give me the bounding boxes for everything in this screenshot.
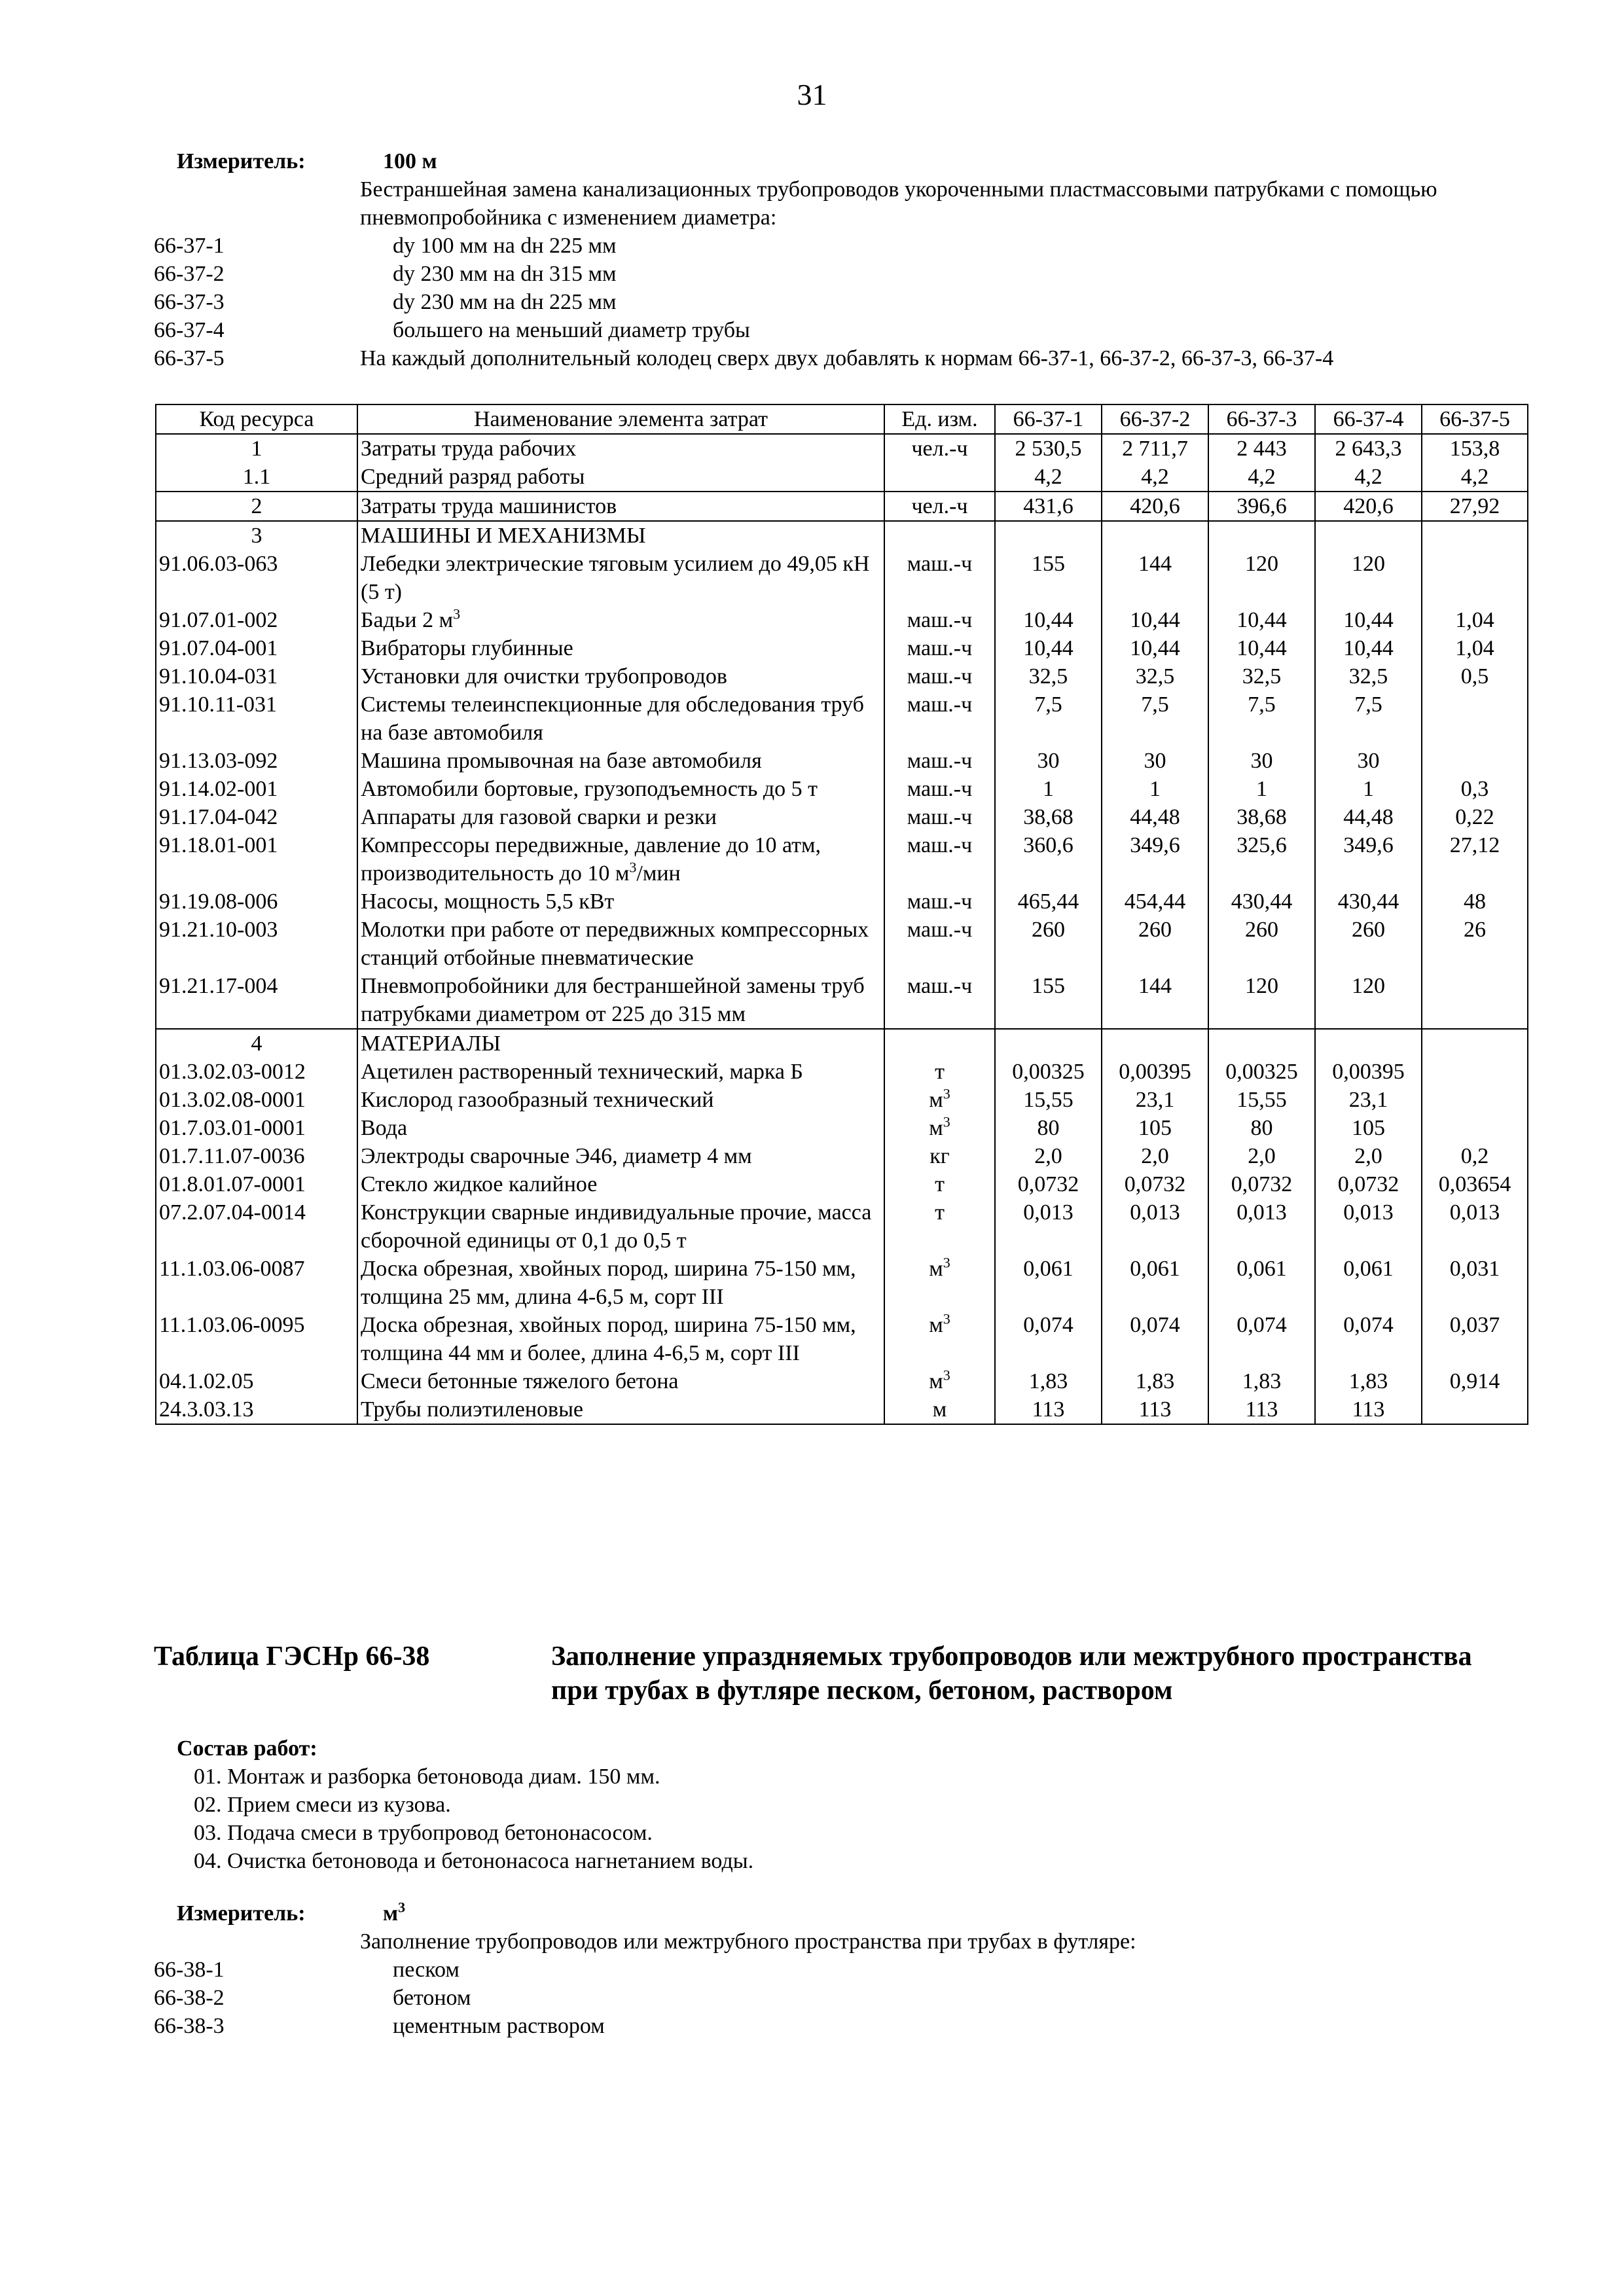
cell-value (1422, 550, 1528, 606)
cell-unit: маш.-ч (884, 972, 995, 1029)
table-row (156, 775, 1528, 803)
cell-value: 0,013 (1315, 1198, 1422, 1255)
cell-value: 23,1 (1315, 1086, 1422, 1114)
cell-value: 0,00395 (1315, 1058, 1422, 1086)
norm-text: На каждый дополнительный колодец сверх двух добавлять к нормам 66-37-1, 66-37-2, 66-37-3, 66-37-4 (360, 346, 1334, 370)
cell-value: 32,5 (1315, 662, 1422, 691)
composition-step: 01. Монтаж и разборка бетоновода диам. 150 мм. (194, 1765, 660, 1789)
measure-description: Заполнение трубопроводов или межтрубного пространства при трубах в футляре: (360, 1929, 1136, 1954)
resource-table (155, 404, 1528, 1425)
cell-unit: т (884, 1058, 995, 1086)
cell-name: Средний разряд работы (357, 463, 884, 492)
cell-code: 91.13.03-092 (156, 747, 357, 775)
cell-unit: маш.-ч (884, 691, 995, 747)
measure-description: Бестраншейная замена канализационных трубопроводов укороченными пластмассовыми патрубками с помощью пневмопробойника с изменением диаметра: (360, 177, 1437, 230)
cell-value: 113 (1208, 1395, 1315, 1424)
table-row (156, 1114, 1528, 1142)
cell-value: 30 (1315, 747, 1422, 775)
cell-value (1422, 1058, 1528, 1086)
cell-name: Трубы полиэтиленовые (357, 1395, 884, 1424)
cell-value (995, 521, 1102, 550)
cell-code: 91.10.04-031 (156, 662, 357, 691)
composition-step: 02. Прием смеси из кузова. (194, 1793, 451, 1817)
cell-value (1422, 1114, 1528, 1142)
norm-text: бетоном (393, 1986, 471, 2010)
cell-value (1422, 1395, 1528, 1424)
cell-value: 120 (1208, 972, 1315, 1029)
cell-value: 420,6 (1315, 492, 1422, 521)
table-row (156, 492, 1528, 521)
table-row (156, 1170, 1528, 1198)
cell-value: 1,83 (1315, 1367, 1422, 1395)
cell-unit: т (884, 1170, 995, 1198)
col-header: 66-37-1 (995, 404, 1102, 434)
cell-value: 0,03654 (1422, 1170, 1528, 1198)
cell-code: 91.17.04-042 (156, 803, 357, 831)
cell-unit: маш.-ч (884, 916, 995, 972)
cell-value: 105 (1102, 1114, 1208, 1142)
cell-value: 1 (1208, 775, 1315, 803)
cell-value (1422, 972, 1528, 1029)
cell-value: 30 (1102, 747, 1208, 775)
cell-value: 4,2 (1315, 463, 1422, 492)
cell-name: Кислород газообразный технический (357, 1086, 884, 1114)
cell-value: 10,44 (1315, 606, 1422, 634)
cell-value: 80 (995, 1114, 1102, 1142)
cell-value: 0,013 (1422, 1198, 1528, 1255)
col-header: 66-37-2 (1102, 404, 1208, 434)
cell-value: 32,5 (1208, 662, 1315, 691)
cell-value: 260 (1102, 916, 1208, 972)
cell-unit: маш.-ч (884, 831, 995, 888)
cell-name: Ацетилен растворенный технический, марка Б (357, 1058, 884, 1086)
norm-code: 66-37-5 (154, 346, 225, 370)
cell-value: 260 (995, 916, 1102, 972)
norm-text: dy 230 мм на dн 315 мм (393, 262, 617, 286)
cell-code: 01.8.01.07-0001 (156, 1170, 357, 1198)
cell-unit: маш.-ч (884, 662, 995, 691)
cell-value: 113 (1315, 1395, 1422, 1424)
cell-value: 0,013 (995, 1198, 1102, 1255)
cell-value: 23,1 (1102, 1086, 1208, 1114)
norm-text: цементным раствором (393, 2014, 605, 2038)
cell-value: 10,44 (995, 606, 1102, 634)
cell-unit: маш.-ч (884, 775, 995, 803)
cell-value: 120 (1315, 972, 1422, 1029)
norm-code: 66-37-2 (154, 262, 225, 286)
cell-name: Смеси бетонные тяжелого бетона (357, 1367, 884, 1395)
cell-value: 0,013 (1102, 1198, 1208, 1255)
cell-value: 0,0732 (995, 1170, 1102, 1198)
cell-value: 2,0 (1315, 1142, 1422, 1170)
cell-code: 04.1.02.05 (156, 1367, 357, 1395)
measure-unit: 100 м (383, 149, 437, 173)
table-row (156, 550, 1528, 606)
cell-unit: маш.-ч (884, 550, 995, 606)
cell-value: 454,44 (1102, 888, 1208, 916)
table-row (156, 916, 1528, 972)
cell-value (995, 1029, 1102, 1058)
cell-code: 01.7.03.01-0001 (156, 1114, 357, 1142)
cell-code: 91.21.10-003 (156, 916, 357, 972)
cell-value: 0,3 (1422, 775, 1528, 803)
cell-code: 07.2.07.04-0014 (156, 1198, 357, 1255)
norm-code: 66-37-4 (154, 318, 225, 342)
cell-code: 91.19.08-006 (156, 888, 357, 916)
cell-value: 0,074 (1208, 1311, 1315, 1367)
composition-step: 03. Подача смеси в трубопровод бетононасосом. (194, 1821, 653, 1845)
cell-unit: маш.-ч (884, 747, 995, 775)
cell-unit: чел.-ч (884, 492, 995, 521)
cell-unit (884, 1029, 995, 1058)
cell-unit (884, 463, 995, 492)
norm-text: dy 230 мм на dн 225 мм (393, 290, 617, 314)
cell-value: 0,061 (1315, 1255, 1422, 1311)
norm-text: dy 100 мм на dн 225 мм (393, 234, 617, 258)
cell-value: 44,48 (1102, 803, 1208, 831)
cell-value: 120 (1208, 550, 1315, 606)
cell-name: Насосы, мощность 5,5 кВт (357, 888, 884, 916)
cell-value: 0,5 (1422, 662, 1528, 691)
col-header: 66-37-3 (1208, 404, 1315, 434)
norm-code: 66-38-1 (154, 1958, 225, 1982)
cell-value (1315, 521, 1422, 550)
cell-value: 113 (1102, 1395, 1208, 1424)
cell-name: Бадьи 2 $м^3$ (357, 606, 884, 634)
norm-text: песком (393, 1958, 460, 1982)
cell-value (1208, 521, 1315, 550)
cell-value: 7,5 (1102, 691, 1208, 747)
cell-value: 430,44 (1315, 888, 1422, 916)
cell-value: 431,6 (995, 492, 1102, 521)
cell-code: 01.3.02.08-0001 (156, 1086, 357, 1114)
table-row (156, 888, 1528, 916)
cell-unit: кг (884, 1142, 995, 1170)
cell-value: 1,04 (1422, 606, 1528, 634)
cell-value: 153,8 (1422, 434, 1528, 463)
cell-code: 11.1.03.06-0087 (156, 1255, 357, 1311)
col-header: 66-37-5 (1422, 404, 1528, 434)
table-row (156, 691, 1528, 747)
norm-code: 66-38-3 (154, 2014, 225, 2038)
cell-value: 105 (1315, 1114, 1422, 1142)
cell-name: МАШИНЫ И МЕХАНИЗМЫ (357, 521, 884, 550)
cell-value: 0,037 (1422, 1311, 1528, 1367)
table-header-row (156, 404, 1528, 434)
cell-code: 91.07.01-002 (156, 606, 357, 634)
cell-unit: $м^3$ (884, 1311, 995, 1367)
cell-code: 4 (156, 1029, 357, 1058)
cell-value: 48 (1422, 888, 1528, 916)
cell-value: 0,074 (1315, 1311, 1422, 1367)
cell-value: 4,2 (995, 463, 1102, 492)
cell-value: 27,92 (1422, 492, 1528, 521)
cell-value: 2 643,3 (1315, 434, 1422, 463)
cell-value: 2,0 (995, 1142, 1102, 1170)
col-header: Наименование элемента затрат (357, 404, 884, 434)
cell-code: 91.07.04-001 (156, 634, 357, 662)
cell-value: 44,48 (1315, 803, 1422, 831)
cell-value: 1,04 (1422, 634, 1528, 662)
composition-step: 04. Очистка бетоновода и бетононасоса нагнетанием воды. (194, 1849, 754, 1873)
cell-value: 80 (1208, 1114, 1315, 1142)
cell-value: 1 (1102, 775, 1208, 803)
table-row (156, 747, 1528, 775)
cell-value: 4,2 (1208, 463, 1315, 492)
cell-code: 3 (156, 521, 357, 550)
measure-block-2 (154, 1899, 1496, 2040)
cell-value: 38,68 (995, 803, 1102, 831)
cell-value: 1,83 (1102, 1367, 1208, 1395)
work-composition (177, 1734, 753, 1875)
cell-value: 7,5 (995, 691, 1102, 747)
cell-unit: $м^3$ (884, 1086, 995, 1114)
cell-value: 144 (1102, 550, 1208, 606)
cell-name: Установки для очистки трубопроводов (357, 662, 884, 691)
cell-unit: маш.-ч (884, 606, 995, 634)
cell-value: 30 (1208, 747, 1315, 775)
table-row (156, 1142, 1528, 1170)
cell-value (1422, 691, 1528, 747)
cell-name: Автомобили бортовые, грузоподъемность до 5 т (357, 775, 884, 803)
cell-code: 91.18.01-001 (156, 831, 357, 888)
cell-name: Вода (357, 1114, 884, 1142)
cell-value (1422, 521, 1528, 550)
cell-unit: маш.-ч (884, 803, 995, 831)
cell-unit: м (884, 1395, 995, 1424)
cell-value: 10,44 (1315, 634, 1422, 662)
norm-code: 66-37-3 (154, 290, 225, 314)
cell-name: Стекло жидкое калийное (357, 1170, 884, 1198)
cell-unit: чел.-ч (884, 434, 995, 463)
table-row (156, 1255, 1528, 1311)
cell-value (1102, 521, 1208, 550)
cell-value: 396,6 (1208, 492, 1315, 521)
table-row (156, 1367, 1528, 1395)
cell-value: 4,2 (1102, 463, 1208, 492)
cell-value (1422, 1029, 1528, 1058)
page-number: 31 (797, 78, 827, 111)
cell-value: 0,2 (1422, 1142, 1528, 1170)
cell-unit: $м^3$ (884, 1255, 995, 1311)
cell-value: 0,074 (1102, 1311, 1208, 1367)
cell-unit: $м^3$ (884, 1114, 995, 1142)
cell-code: 11.1.03.06-0095 (156, 1311, 357, 1367)
cell-value (1422, 1086, 1528, 1114)
cell-value: 2 711,7 (1102, 434, 1208, 463)
cell-value (1315, 1029, 1422, 1058)
cell-value: 0,00325 (1208, 1058, 1315, 1086)
cell-value: 0,914 (1422, 1367, 1528, 1395)
cell-name: Конструкции сварные индивидуальные прочие, масса сборочной единицы от 0,1 до 0,5 т (357, 1198, 884, 1255)
cell-value: 349,6 (1102, 831, 1208, 888)
cell-value: 0,031 (1422, 1255, 1528, 1311)
cell-value: 465,44 (995, 888, 1102, 916)
cell-value: 10,44 (1208, 606, 1315, 634)
cell-value: 26 (1422, 916, 1528, 972)
cell-value: 1,83 (995, 1367, 1102, 1395)
cell-value: 2,0 (1208, 1142, 1315, 1170)
col-header: Ед. изм. (884, 404, 995, 434)
cell-code: 1.1 (156, 463, 357, 492)
cell-code: 2 (156, 492, 357, 521)
table-row (156, 831, 1528, 888)
cell-value: 260 (1208, 916, 1315, 972)
col-header: Код ресурса (156, 404, 357, 434)
measure-unit: м (383, 1901, 399, 1926)
cell-value: 1,83 (1208, 1367, 1315, 1395)
cell-value: 1 (995, 775, 1102, 803)
cell-code: 91.10.11-031 (156, 691, 357, 747)
table-title: Таблица ГЭСНр 66-38 (154, 1641, 430, 1672)
cell-value: 0,061 (1102, 1255, 1208, 1311)
table-row (156, 606, 1528, 634)
cell-value: 10,44 (995, 634, 1102, 662)
cell-value: 420,6 (1102, 492, 1208, 521)
cell-name: Затраты труда машинистов (357, 492, 884, 521)
cell-value: 7,5 (1208, 691, 1315, 747)
cell-value: 0,22 (1422, 803, 1528, 831)
cell-value: 27,12 (1422, 831, 1528, 888)
cell-value: 2,0 (1102, 1142, 1208, 1170)
cell-value (1422, 747, 1528, 775)
cell-unit: маш.-ч (884, 634, 995, 662)
composition-heading: Состав работ: (177, 1736, 317, 1761)
cell-value: 360,6 (995, 831, 1102, 888)
cell-value (1102, 1029, 1208, 1058)
cell-name: Машина промывочная на базе автомобиля (357, 747, 884, 775)
table-row (156, 463, 1528, 492)
cell-code: 91.06.03-063 (156, 550, 357, 606)
cell-name: Аппараты для газовой сварки и резки (357, 803, 884, 831)
cell-value: 0,00395 (1102, 1058, 1208, 1086)
cell-code: 91.21.17-004 (156, 972, 357, 1029)
cell-value: 0,074 (995, 1311, 1102, 1367)
measure-block-1 (154, 147, 1496, 372)
table-row (156, 972, 1528, 1029)
cell-unit: $м^3$ (884, 1367, 995, 1395)
cell-value: 430,44 (1208, 888, 1315, 916)
cell-code: 91.14.02-001 (156, 775, 357, 803)
cell-unit: маш.-ч (884, 888, 995, 916)
cell-value: 1 (1315, 775, 1422, 803)
table-row (156, 1311, 1528, 1367)
cell-value: 10,44 (1102, 634, 1208, 662)
measure-label: Измеритель: (177, 149, 306, 173)
cell-value: 15,55 (1208, 1086, 1315, 1114)
cell-code: 24.3.03.13 (156, 1395, 357, 1424)
table-row (156, 1198, 1528, 1255)
cell-unit: т (884, 1198, 995, 1255)
cell-value: 0,013 (1208, 1198, 1315, 1255)
norm-text: большего на меньший диаметр трубы (393, 318, 750, 342)
cell-value: 10,44 (1102, 606, 1208, 634)
cell-value: 0,0732 (1102, 1170, 1208, 1198)
cell-name: Компрессоры передвижные, давление до 10 атм, производительность до 10 $м^3$/мин (357, 831, 884, 888)
cell-value: 260 (1315, 916, 1422, 972)
cell-name: Молотки при работе от передвижных компрессорных станций отбойные пневматические (357, 916, 884, 972)
cell-value: 325,6 (1208, 831, 1315, 888)
measure-label: Измеритель: (177, 1901, 306, 1926)
col-header: 66-37-4 (1315, 404, 1422, 434)
cell-value: 38,68 (1208, 803, 1315, 831)
table-row (156, 803, 1528, 831)
cell-code: 01.7.11.07-0036 (156, 1142, 357, 1170)
norm-code: 66-37-1 (154, 234, 225, 258)
table-row (156, 1058, 1528, 1086)
cell-value: 155 (995, 550, 1102, 606)
cell-value: 2 530,5 (995, 434, 1102, 463)
cell-value: 0,061 (1208, 1255, 1315, 1311)
cell-name: Электроды сварочные Э46, диаметр 4 мм (357, 1142, 884, 1170)
cell-value: 2 443 (1208, 434, 1315, 463)
cell-value: 10,44 (1208, 634, 1315, 662)
cell-code: 1 (156, 434, 357, 463)
unit-superscript: 3 (398, 1899, 406, 1916)
cell-name: Лебедки электрические тяговым усилием до 49,05 кН (5 т) (357, 550, 884, 606)
cell-name: Доска обрезная, хвойных пород, ширина 75-150 мм, толщина 25 мм, длина 4-6,5 м, сорт III (357, 1255, 884, 1311)
table-row (156, 521, 1528, 550)
cell-value: 155 (995, 972, 1102, 1029)
cell-value (1208, 1029, 1315, 1058)
cell-name: Затраты труда рабочих (357, 434, 884, 463)
cell-value: 113 (995, 1395, 1102, 1424)
cell-name: Системы телеинспекционные для обследования труб на базе автомобиля (357, 691, 884, 747)
table-row (156, 1029, 1528, 1058)
cell-name: Доска обрезная, хвойных пород, ширина 75-150 мм, толщина 44 мм и более, длина 4-6,5 м, сорт III (357, 1311, 884, 1367)
table-row (156, 434, 1528, 463)
table-row (156, 1395, 1528, 1424)
cell-value: 349,6 (1315, 831, 1422, 888)
cell-value: 0,0732 (1315, 1170, 1422, 1198)
table-row (156, 662, 1528, 691)
cell-value: 120 (1315, 550, 1422, 606)
table-description: Заполнение упраздняемых трубопроводов или межтрубного пространства при трубах в футляре песком, бетоном, раствором (551, 1641, 1472, 1706)
cell-value: 4,2 (1422, 463, 1528, 492)
cell-value: 7,5 (1315, 691, 1422, 747)
cell-value: 32,5 (995, 662, 1102, 691)
cell-name: Пневмопробойники для бестраншейной замены труб патрубками диаметром от 225 до 315 мм (357, 972, 884, 1029)
cell-value: 30 (995, 747, 1102, 775)
table-row (156, 1086, 1528, 1114)
table-row (156, 634, 1528, 662)
cell-value: 144 (1102, 972, 1208, 1029)
cell-unit (884, 521, 995, 550)
cell-value: 15,55 (995, 1086, 1102, 1114)
norm-code: 66-38-2 (154, 1986, 225, 2010)
cell-code: 01.3.02.03-0012 (156, 1058, 357, 1086)
cell-name: Вибраторы глубинные (357, 634, 884, 662)
cell-name: МАТЕРИАЛЫ (357, 1029, 884, 1058)
cell-value: 0,0732 (1208, 1170, 1315, 1198)
cell-value: 0,061 (995, 1255, 1102, 1311)
cell-value: 32,5 (1102, 662, 1208, 691)
cell-value: 0,00325 (995, 1058, 1102, 1086)
